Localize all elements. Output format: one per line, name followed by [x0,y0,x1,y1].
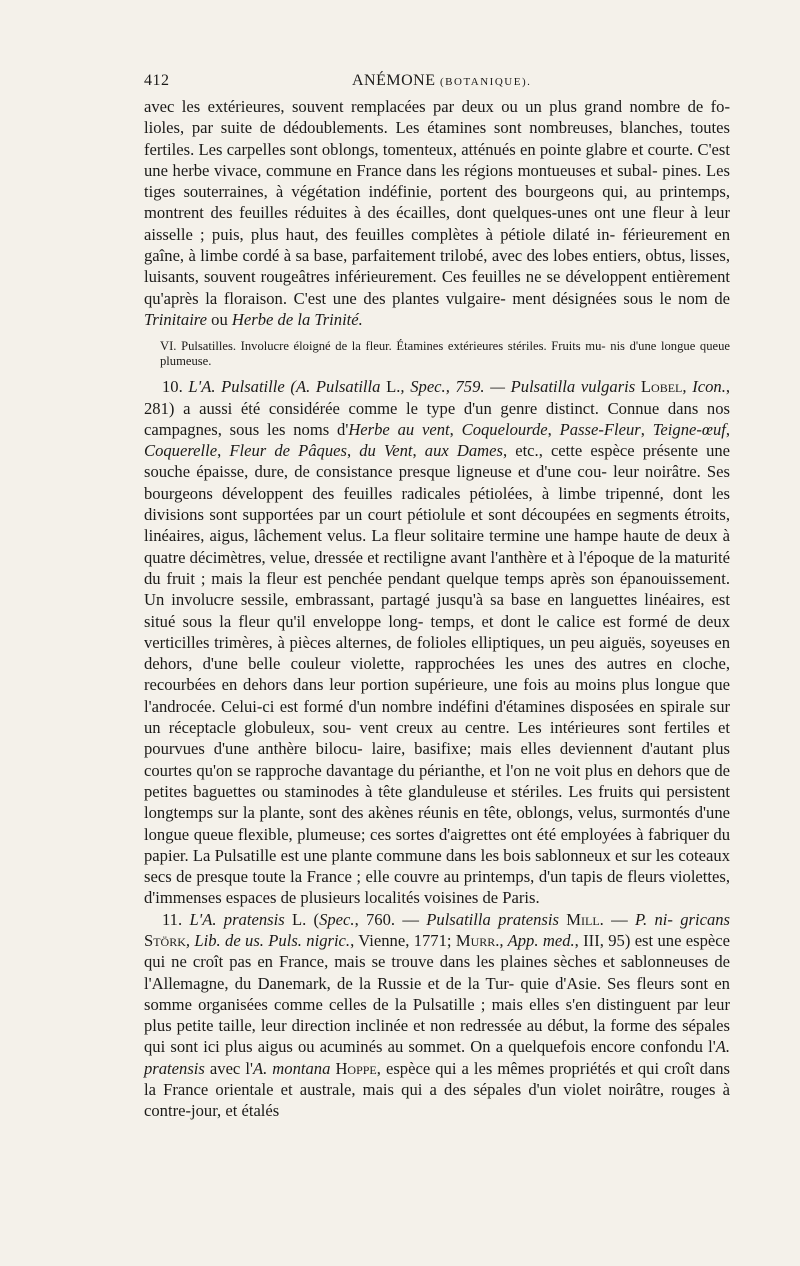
reference: , Spec., 759. — [400,377,511,397]
text-line: rapprochées les unes des autres en cloche, recourbées en dehors dans leur portion [144,654,730,695]
author: Störk [144,930,186,950]
running-title-sub: (BOTANIQUE). [440,76,532,88]
author: Murr. [455,930,500,950]
text-fragment: , [574,930,579,950]
reference: , Lib. de us. Puls. nigric. [185,930,351,950]
text-line: jusqu'à sa base en languettes linéaires, est situé sous la fleur qu'il enveloppe long- [144,590,730,631]
text-line: laire, basifixe; mais elles deviennent d'autant plus courtes qu'on se rapproche [144,739,730,780]
text-line: folioles elliptiques, un peu aiguës, soyeuses en dehors, d'une belle couleur violette, [144,632,730,674]
text-fragment: , 760. — [354,909,427,929]
running-title-main: ANÉMONE [352,72,436,89]
author: Hoppe [335,1058,377,1078]
text-line: lobes entiers, obtus, lisses, luisants, souvent rougeâtres inférieurement. Ces feuilles [144,246,730,287]
reference: , Icon. [682,377,726,397]
text-line: mais elles s'en distinguent par leur plus petite taille, leur direction inclinée et non [144,994,730,1036]
text-line: queue flexible, plumeuse; ces sortes d'aigrettes ont été employées à fabriquer du [193,824,730,844]
synonym: P. ni- [635,909,673,929]
common-name: Coquelourde [461,419,548,439]
text-line: supérieure, une fois au moins plus longue que l'androcée. Celui-ci est formé d'un [144,675,730,716]
species-number: 10. [162,377,189,397]
text-line: pines. Les tiges souterraines, à végétation indéfinie, portent des bourgeons qui, au [144,160,730,202]
common-name: Herbe au vent [348,419,450,439]
text-line: papier. La Pulsatille est une plante commune dans les bois sablonneux et sur les [144,845,675,865]
text-line: nombre indéfini d'étamines disposées en spirale sur un réceptacle globuleux, sou- [144,696,731,738]
text-line: coteaux secs de presque toute la France ; elle couvre au printemps, d'un tapis de [144,845,730,887]
species-name: A. pratensis [144,1037,730,1078]
text-line: temps, et dont le calice est formé de deux verticilles trimères, à pièces alternes, de [144,611,730,652]
text-line: sèches et sablonneuses de l'Allemagne, du Danemark, de la Russie et de la Tur- [144,952,730,993]
reference: Spec. [319,909,355,929]
text-line: VI. Pulsatilles. Involucre éloigné de la fleur. Étamines extérieures stériles. Fruits mu- [160,339,606,354]
synonym: gricans [680,909,731,929]
text-line: printemps, montrent des feuilles réduites à des écailles, dont quelques-unes ont [144,182,730,223]
text-fragment: — [603,909,636,929]
text-line: lioles, par suite de dédoublements. Les étamines sont nombreuses, blanches, toutes [144,118,730,138]
species-name: A. montana [252,1058,331,1078]
running-head [144,66,730,96]
text-line: fleurs violettes, d'immenses espaces de plusieurs localités voisines de Paris. [144,867,730,908]
text-fragment: avec l' [204,1058,253,1078]
running-title [352,72,531,90]
synonym: (A. Pulsatilla [284,377,381,397]
author: Lobel [640,377,683,397]
common-name: Coquerelle [144,441,218,461]
synonym: Pulsatilla pratensis [426,909,559,929]
author: L. [380,377,401,397]
common-name: Teigne-œuf [652,419,726,439]
text-line: C'est une herbe vivace, commune en France dans les régions montueuses et subal- [144,139,730,180]
text-line: quelque temps après son épanouissement. Un involucre sessile, embrassant, partagé [144,568,730,610]
text-line: nis d'une longue queue plumeuse. [160,339,730,369]
text-line: férieurement en gaîne, à limbe cordé à sa base, parfaitement trilobé, avec des [144,224,731,266]
synonym: Pulsatilla vulgaris [510,377,636,397]
author: Mill. [558,909,604,929]
text-fragment: , Vienne, 1771; [350,930,456,950]
text-line: davantage du périanthe, et l'on ne voit plus en dehors que de petites baguettes ou [144,760,730,801]
text-line: III, 95) est une espèce qui ne croît pas en France, mais se trouve dans les plaines [144,930,730,972]
text-line: en segments étroits, linéaires, aigus, lâchement velus. La fleur solitaire termine [144,505,730,546]
text-fragment: , etc., cette espèce [502,441,635,461]
reference: , App. med. [499,930,575,950]
common-name: Passe-Fleur [559,419,641,439]
paragraph-species-11 [144,909,730,1122]
text-line: ment désignées sous le nom de [512,288,730,308]
section-heading-pulsatilles [144,339,730,369]
paragraph-continuation [144,96,730,330]
species-name: L'A. pratensis [189,909,285,929]
text-fragment: sommet. On a quelquefois encore confondu l' [408,1037,716,1057]
text-line: une fleur à leur aisselle ; puis, plus haut, des feuilles complètes à pétiole dilaté in- [144,203,730,244]
text-line: vent creux au centre. Les intérieures sont fertiles et pourvues d'une anthère bilocu- [144,718,730,759]
text-line: tripenné, dont les divisions sont supportées par un court pétiolule et sont découpées [144,483,730,525]
text-fragment: , espèce qui a les mêmes propriétés et qui croît dans la France orientale et [144,1058,730,1100]
common-name: du Vent [359,441,413,461]
species-number: 11. [162,909,190,929]
text-line: staminodes à tête glanduleuse et stériles. Les fruits qui persistent longtemps sur la [144,781,730,823]
text-line: présente une souche épaisse, dure, de consistance presque ligneuse et d'une cou- [144,441,731,482]
page-number: 412 [144,72,170,89]
text-line: fertiles. Les carpelles sont oblongs, tomenteux, atténués en pointe glabre et courte. [144,139,694,159]
text-line: plante, sont des akènes réunis en tête, oblongs, velus, surmontés d'une longue [144,803,730,844]
text-fragment: dans nos campagnes, sous les noms d' [144,398,730,439]
author: L. ( [284,909,320,929]
common-name: aux Dames [424,441,503,461]
text-line: redressée au début, la forme des sépales qui sont ici plus aigus ou acuminés au [144,1016,730,1057]
text-line: avec les extérieures, souvent remplacées par deux ou un plus grand nombre de fo- [144,97,730,116]
text-line: une hampe haute de deux à quatre décimètres, velue, dressée et rectiligne avant [144,526,730,567]
common-name: Fleur de Pâques [229,441,347,461]
plant-name: Herbe de la Trinité. [231,309,363,329]
text-line: leur noirâtre. Ses bourgeons développent des feuilles radicales pétiolées, à limbe [144,462,730,503]
text-line: australe, mais qui a des sépales d'un violet noirâtre, rouges à contre-jour, et étalés [144,1080,730,1121]
text-line: ne se développent entièrement qu'après la floraison. C'est une des plantes vulgaire- [144,267,730,308]
text-line: quie d'Asie. Ses fleurs sont en somme organisées comme celles de la Pulsatille ; [144,973,730,1014]
text-line: l'anthère et à l'époque de la maturité du fruit ; mais la fleur est penchée pendant [144,547,730,588]
species-name: L'A. Pulsatille [188,377,285,397]
text-fragment: , 281) a aussi été considérée comme le type d'un genre distinct. Connue [144,377,730,418]
plant-name: Trinitaire [144,309,208,329]
text-fragment: ou [207,309,232,329]
paragraph-species-10: 10. L'A. Pulsatille (A. Pulsatilla L., Spec., 759. — Pulsatilla vulgaris Lobel, Icon., 281) a aussi été considérée comme le type d'un genre distinct. Connue dans nos campagnes, sous les noms d'Herbe au vent, Coquelourde, Passe-Fleur, Teigne-œuf, Coquerelle, Fleur de Pâques, du Vent, aux Dames, etc., cette espèce présente une souche épaisse, dure, de consistance presque ligneuse et d'une cou- leur noirâtre. Ses bourgeons développent des feuilles radicales pétiolées, à limbe tripenné, dont les divisions sont supportées par un court pétiolule et sont découpées en segments étroits, linéaires, aigus, lâchement velus. La fleur solitaire termine une hampe haute de deux à quatre décimètres, velue, dressée et rectiligne avant l'anthère et à l'époque de la maturité du fruit ; mais la fleur est penchée pendant quelque temps après son épanouissement. Un involucre sessile, embrassant, partagé jusqu'à sa base en languettes linéaires, est situé sous la fleur qu'il enveloppe long- temps, et dont le calice est formé de deux verticilles trimères, à pièces alternes, de folioles elliptiques, un peu aiguës, soyeuses en dehors, d'une belle couleur violette, rapprochées les unes des autres en cloche, recourbées en dehors dans leur portion supérieure, une fois au moins plus longue que l'androcée. Celui-ci est formé d'un nombre indéfini d'étamines disposées en spirale sur un réceptacle globuleux, sou- vent creux au centre. Les intérieures sont fertiles et pourvues d'une anthère bilocu- laire, basifixe; mais elles deviennent d'autant plus courtes qu'on se rapproche davantage du périanthe, et l'on ne voit plus en dehors que de petites baguettes ou staminodes à tête glanduleuse et stériles. Les fruits qui persistent longtemps sur la plante, sont des akènes réunis en tête, oblongs, velus, surmontés d'une longue queue flexible, plumeuse; ces sortes d'aigrettes ont été employées à fabriquer du papier. La Pulsatille est une plante commune dans les bois sablonneux et sur les coteaux secs de presque toute la France ; elle couvre au printemps, d'un tapis de fleurs violettes, d'immenses espaces de plusieurs localités voisines de Paris. [144,377,731,908]
